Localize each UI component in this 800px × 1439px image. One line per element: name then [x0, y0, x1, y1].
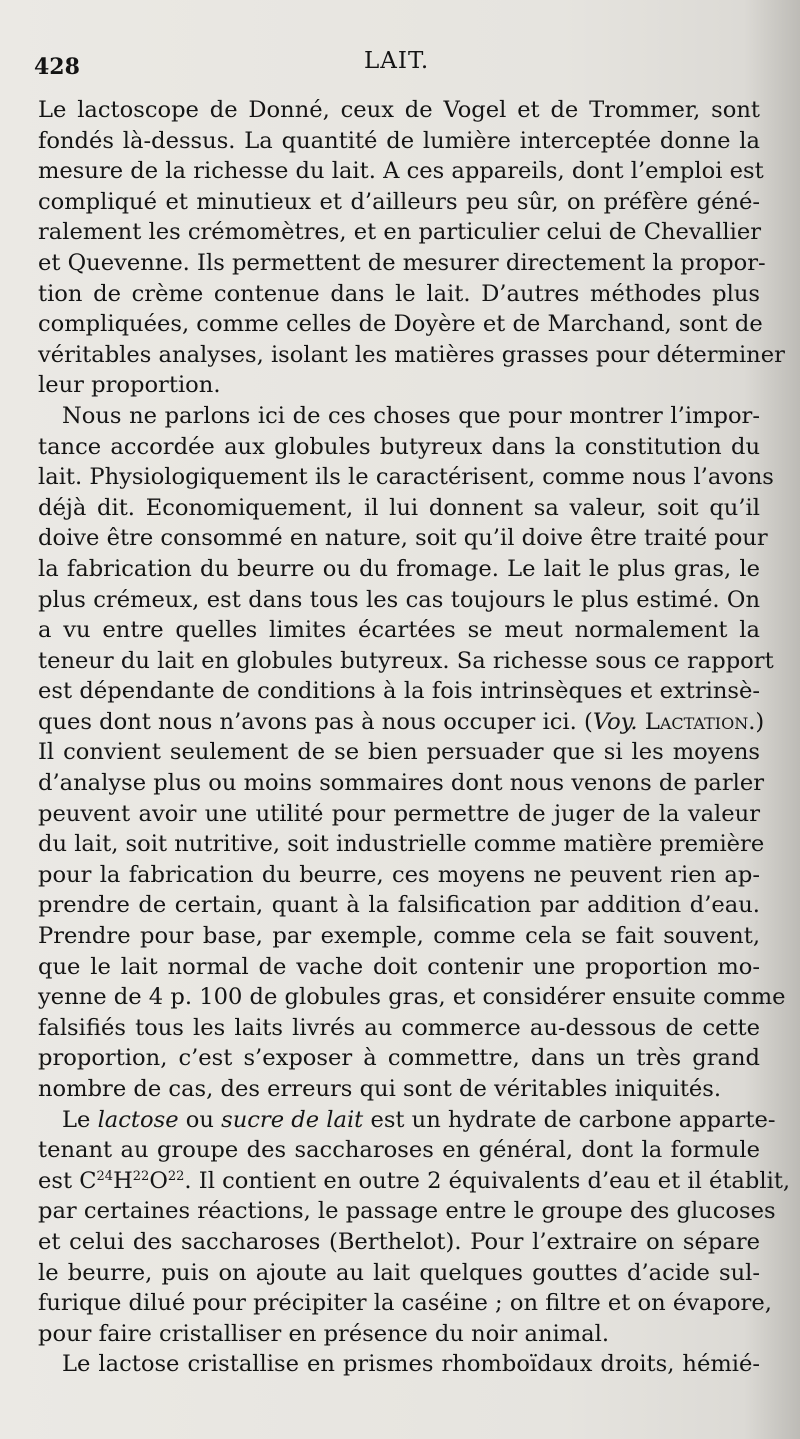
text-segment: Le — [62, 1106, 98, 1133]
text-segment: et Quevenne. Ils permettent de mesurer directement la propor- — [38, 249, 766, 276]
italic-text: sucre de lait — [221, 1106, 364, 1133]
text-segment: que le lait normal de vache doit contenir une proportion mo- — [38, 953, 760, 980]
text-segment: véritables analyses, isolant les matières grasses pour déterminer — [38, 341, 785, 368]
text-segment: furique dilué pour précipiter la caséine ; on filtre et on évapore, — [38, 1290, 772, 1317]
text-segment: .) — [748, 708, 765, 735]
body-text — [38, 95, 791, 1380]
superscript: 22 — [167, 1168, 185, 1184]
text-line — [38, 1074, 760, 1105]
text-line — [38, 432, 760, 463]
text-line — [38, 126, 760, 157]
text-segment: peuvent avoir une utilité pour permettre de juger de la valeur — [38, 800, 760, 827]
text-segment: . Il contient en outre 2 équivalents d’eau et il établit, — [184, 1167, 791, 1194]
text-line — [38, 829, 765, 860]
text-segment: tance accordée aux globules butyreux dans la constitution du — [38, 433, 760, 460]
text-segment: la fabrication du beurre ou du fromage. Le lait le plus gras, le — [38, 555, 760, 582]
text-segment: O — [149, 1167, 168, 1194]
text-segment: et celui des saccharoses (Berthelot). Pour l’extraire on sépare — [38, 1228, 760, 1255]
smallcaps-text: Lactation — [644, 708, 749, 735]
text-line — [38, 340, 785, 371]
text-line — [38, 370, 760, 401]
text-line — [38, 1227, 760, 1258]
text-line — [38, 554, 760, 585]
text-line — [38, 585, 760, 616]
text-segment: Le lactose cristallise en prismes rhomboïdaux droits, hémié- — [62, 1351, 760, 1378]
superscript: 22 — [132, 1168, 150, 1184]
text-segment: est dépendante de conditions à la fois intrinsèques et extrinsè- — [38, 678, 760, 705]
text-segment: tion de crème contenue dans le lait. D’autres méthodes plus — [38, 280, 760, 307]
text-segment: proportion, c’est s’exposer à commettre, dans un très grand — [38, 1045, 760, 1072]
text-line — [38, 1349, 760, 1380]
text-segment: Nous ne parlons ici de ces choses que pour montrer l’impor- — [62, 402, 760, 429]
text-line — [38, 279, 760, 310]
text-segment: pour la fabrication du beurre, ces moyens ne peuvent rien ap- — [38, 861, 760, 888]
text-segment: plus crémeux, est dans tous les cas toujours le plus estimé. On — [38, 586, 760, 613]
text-segment — [638, 709, 645, 735]
text-line — [38, 615, 760, 646]
text-line — [38, 493, 760, 524]
text-segment: yenne de 4 p. 100 de globules gras, et considérer ensuite comme — [38, 984, 786, 1011]
text-segment: ralement les crémomètres, et en particulier celui de Chevallier — [38, 219, 762, 246]
text-segment: Il convient seulement de se bien persuader que si les moyens — [38, 739, 760, 766]
text-segment: H — [113, 1167, 133, 1194]
text-segment: déjà dit. Economiquement, il lui donnent sa valeur, soit qu’il — [38, 494, 760, 521]
text-line — [38, 462, 774, 493]
text-line — [38, 523, 768, 554]
text-line — [38, 1105, 776, 1136]
text-line — [38, 217, 760, 248]
text-segment: leur proportion. — [38, 372, 221, 399]
text-line — [38, 156, 764, 187]
text-line — [38, 1043, 760, 1074]
text-line — [38, 401, 760, 432]
text-line — [38, 676, 760, 707]
text-segment: compliquées, comme celles de Doyère et de Marchand, sont de — [38, 311, 763, 338]
text-segment: compliqué et minutieux et d’ailleurs peu sûr, on préfère géné- — [38, 188, 760, 215]
text-segment: doive être consommé en nature, soit qu’il doive être traité pour — [38, 525, 768, 552]
text-line — [38, 248, 766, 279]
text-line — [38, 982, 786, 1013]
text-line — [38, 890, 760, 921]
text-line — [38, 1288, 772, 1319]
text-segment: teneur du lait en globules butyreux. Sa richesse sous ce rapport — [38, 647, 774, 674]
text-line — [38, 1258, 760, 1289]
text-segment: falsifiés tous les laits livrés au commerce au-dessous de cette — [38, 1014, 760, 1041]
page-header — [34, 46, 760, 86]
text-segment: du lait, soit nutritive, soit industrielle comme matière première — [38, 831, 765, 858]
text-line — [38, 952, 760, 983]
text-segment: Le lactoscope de Donné, ceux de Vogel et de Trommer, sont — [38, 97, 760, 123]
text-segment: prendre de certain, quant à la falsification par addition d’eau. — [38, 892, 760, 919]
page-number: 428 — [34, 54, 80, 80]
running-title: LAIT. — [364, 48, 430, 74]
text-line — [38, 1166, 791, 1197]
text-segment: Prendre pour base, par exemple, comme cela se fait souvent, — [38, 923, 760, 950]
superscript: 24 — [96, 1168, 114, 1184]
text-line — [38, 646, 774, 677]
text-line — [38, 799, 760, 830]
text-line — [38, 707, 765, 738]
text-segment: le beurre, puis on ajoute au lait quelques gouttes d’acide sul- — [38, 1259, 760, 1286]
text-segment: par certaines réactions, le passage entre le groupe des glucoses — [38, 1198, 776, 1225]
text-segment: tenant au groupe des saccharoses en général, dont la formule — [38, 1137, 760, 1164]
text-segment: est un hydrate de carbone apparte- — [363, 1106, 776, 1133]
text-segment: a vu entre quelles limites écartées se meut normalement la — [38, 617, 760, 644]
text-line — [38, 309, 763, 340]
text-line — [38, 1319, 760, 1350]
text-segment: ques dont nous n’avons pas à nous occuper ici. ( — [38, 708, 593, 735]
text-segment: ou — [178, 1106, 222, 1133]
text-line — [38, 921, 760, 952]
text-line — [38, 768, 765, 799]
text-line — [38, 860, 760, 891]
text-line — [38, 737, 760, 768]
text-line — [38, 187, 760, 218]
text-segment: mesure de la richesse du lait. A ces appareils, dont l’emploi est — [38, 158, 764, 185]
italic-text: lactose — [97, 1106, 179, 1133]
text-segment: est C — [38, 1167, 97, 1194]
text-segment: lait. Physiologiquement ils le caractérisent, comme nous l’avons — [38, 464, 774, 491]
text-segment: pour faire cristalliser en présence du noir animal. — [38, 1320, 610, 1347]
text-line — [38, 1013, 760, 1044]
text-segment: fondés là-dessus. La quantité de lumière interceptée donne la — [38, 127, 760, 154]
text-line — [38, 1196, 776, 1227]
text-segment: nombre de cas, des erreurs qui sont de véritables iniquités. — [38, 1076, 722, 1102]
text-line — [38, 95, 760, 126]
text-segment: d’analyse plus ou moins sommaires dont nous venons de parler — [38, 770, 765, 797]
italic-text: Voy. — [592, 708, 638, 735]
text-line — [38, 1135, 760, 1166]
